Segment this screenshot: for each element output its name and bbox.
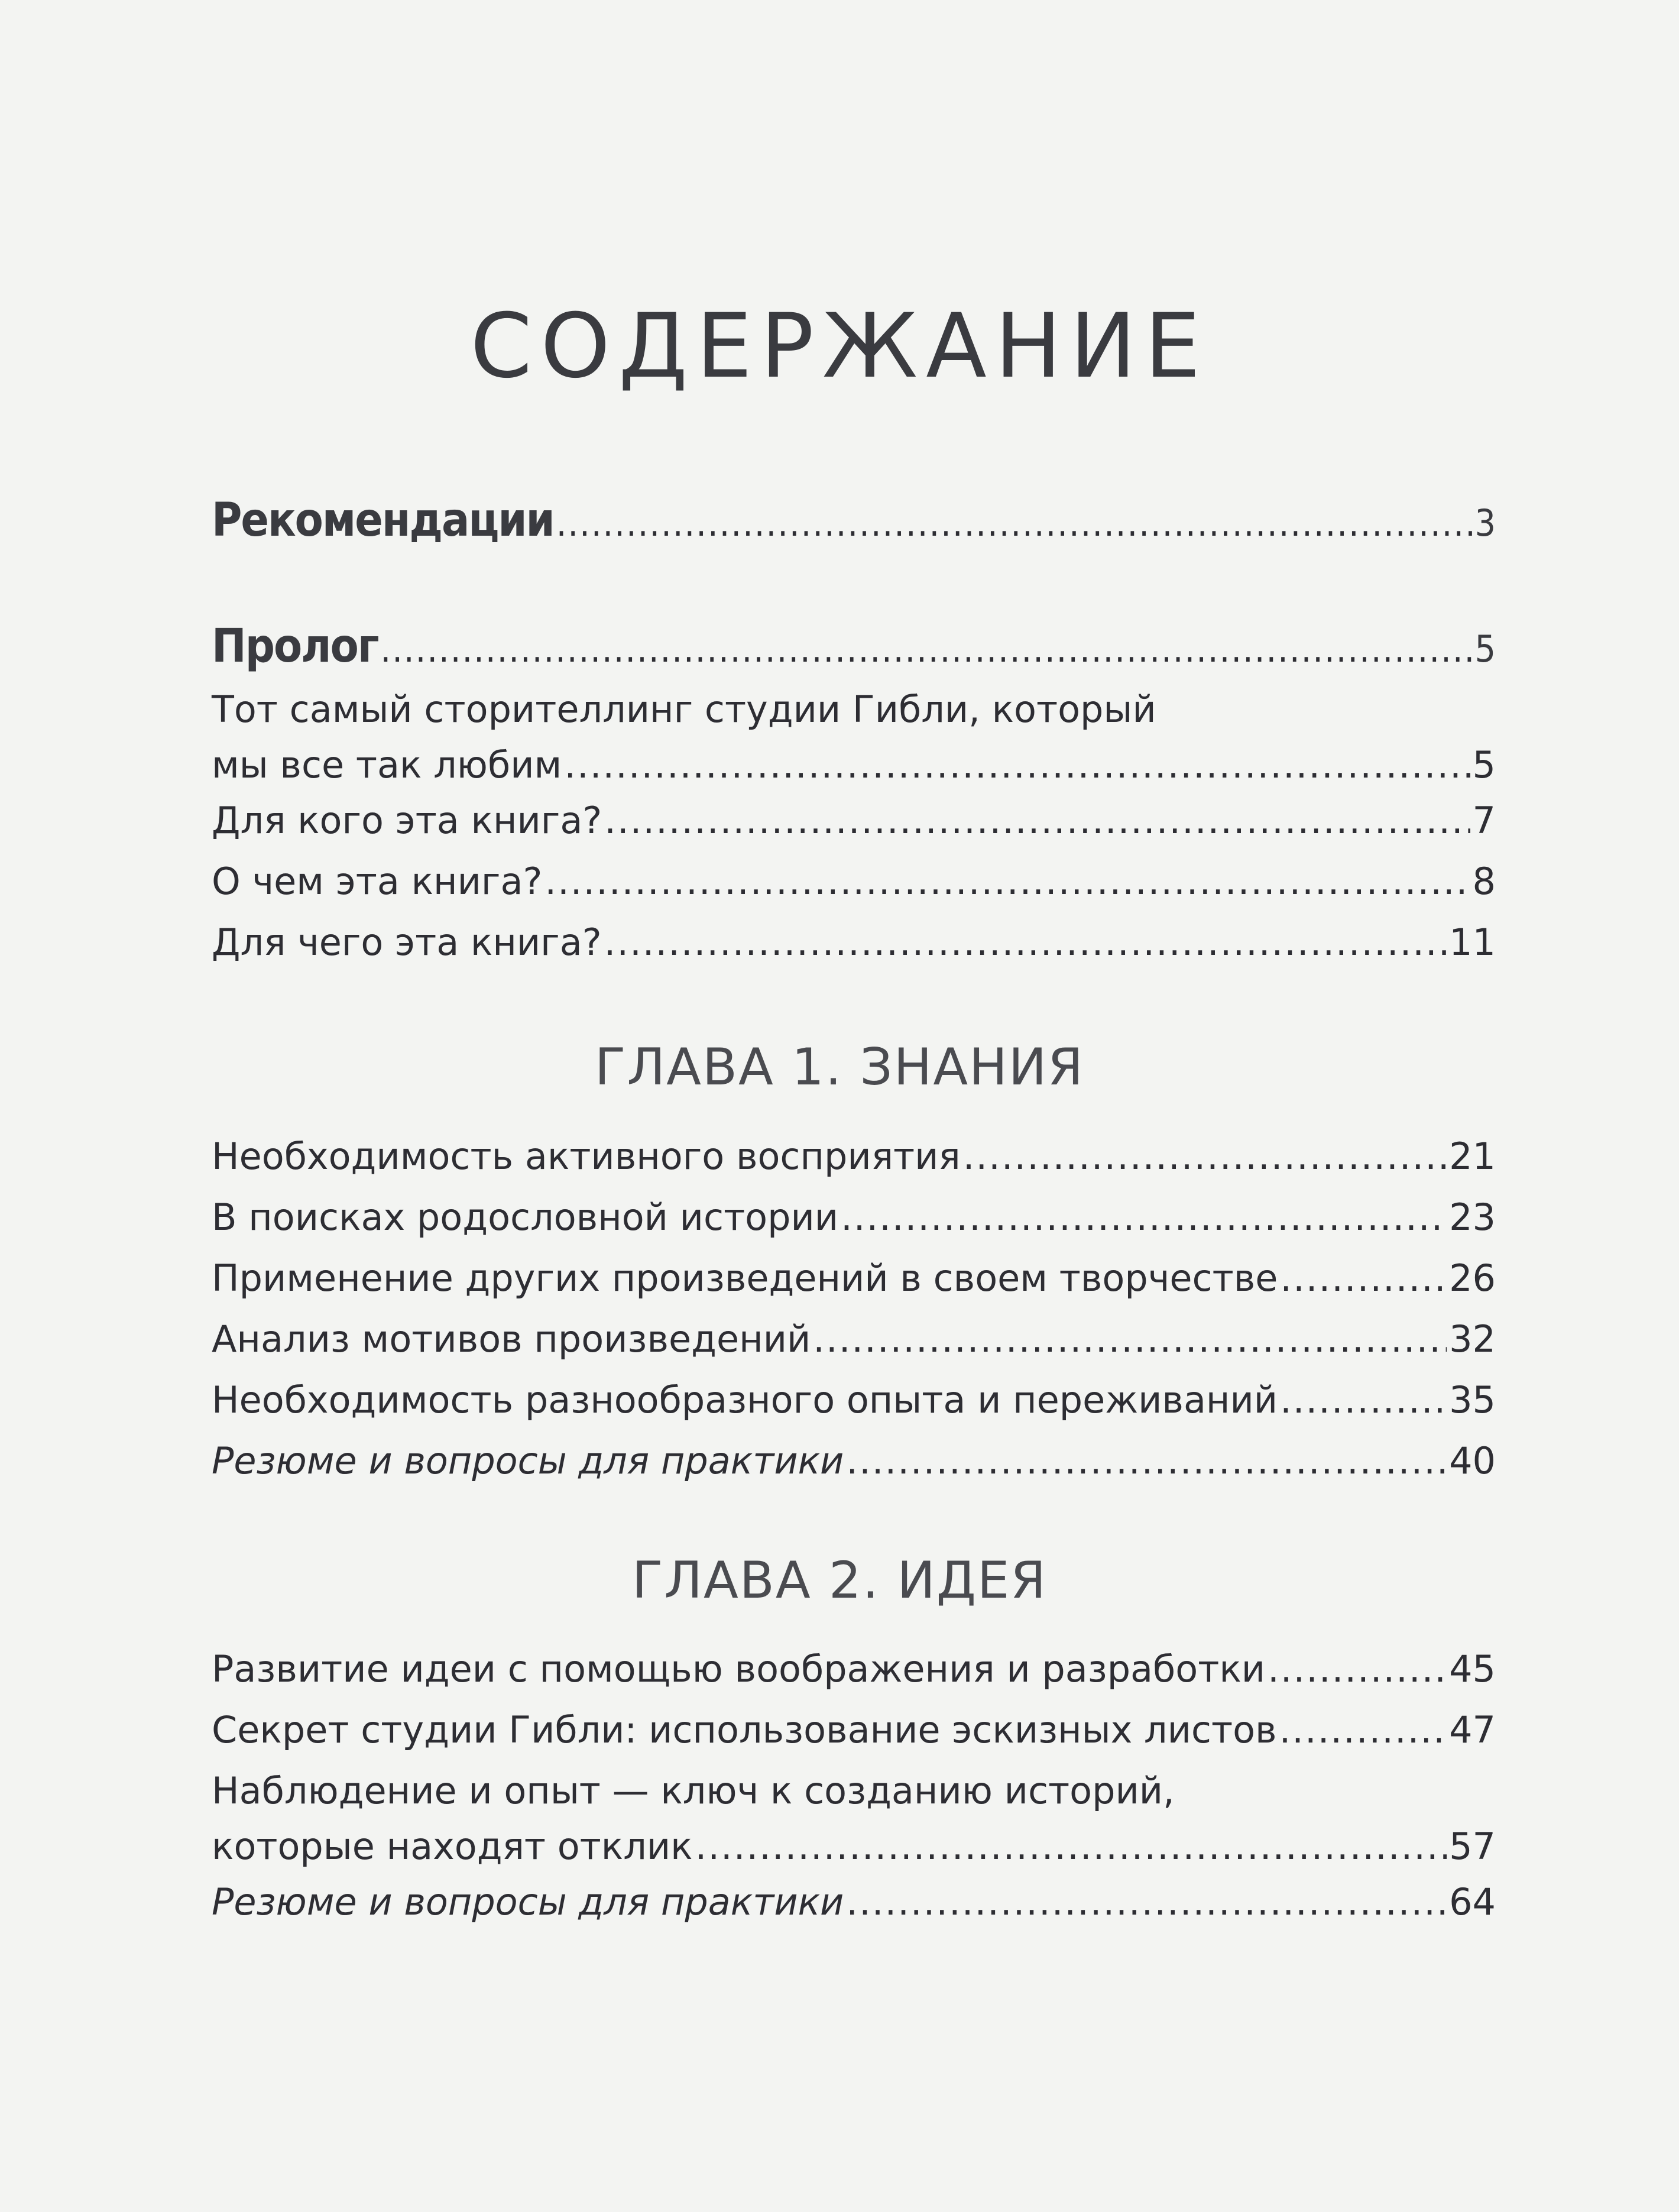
toc-entry-title: Необходимость разнообразного опыта и переживаний — [212, 1378, 1278, 1421]
chapter-heading-2: ГЛАВА 2. ИДЕЯ — [631, 1551, 1048, 1610]
toc-entry[interactable] — [212, 1311, 1496, 1367]
toc-entry-title: Резюме и вопросы для практики — [212, 1439, 844, 1482]
toc-entry-title: Анализ мотивов произведений — [212, 1317, 811, 1361]
toc-entry[interactable] — [212, 1702, 1496, 1758]
dot-leader — [963, 1129, 1447, 1184]
dot-leader — [1280, 1372, 1447, 1428]
toc-entry-title-line1: Наблюдение и опыт — ключ к созданию историй, — [212, 1769, 1175, 1812]
toc-entry-title: Применение других произведений в своем творчестве — [212, 1256, 1278, 1300]
toc-entry-title: Рекомендации — [212, 494, 554, 547]
toc-entry-title: Пролог — [212, 620, 378, 673]
toc-page-number: 5 — [1472, 743, 1496, 786]
toc-entry-title: Для чего эта книга? — [212, 921, 602, 964]
toc-page-number: 47 — [1449, 1708, 1496, 1751]
toc-page-number: 45 — [1449, 1647, 1496, 1690]
dot-leader — [846, 1433, 1447, 1489]
toc-entry-title-line1: Тот самый сторителлинг студии Гибли, который — [212, 688, 1156, 731]
chapter-heading-1: ГЛАВА 1. ЗНАНИЯ — [595, 1038, 1084, 1097]
dot-leader — [556, 495, 1473, 551]
toc-page-number: 8 — [1472, 860, 1496, 903]
toc-page-number: 5 — [1474, 627, 1496, 671]
dot-leader — [813, 1311, 1447, 1367]
toc-entry-title: О чем эта книга? — [212, 860, 543, 903]
toc-page-number: 21 — [1449, 1135, 1496, 1178]
dot-leader — [1268, 1641, 1447, 1697]
dot-leader — [381, 621, 1473, 677]
page-title: СОДЕРЖАНИЕ — [470, 294, 1209, 398]
toc-entry-title: Резюме и вопросы для практики — [212, 1880, 844, 1923]
toc-entry[interactable] — [212, 854, 1496, 909]
toc-entry-title: Необходимость активного восприятия — [212, 1135, 961, 1178]
toc-page-number: 57 — [1449, 1825, 1496, 1868]
dot-leader — [604, 915, 1447, 970]
dot-leader — [544, 854, 1470, 909]
toc-entry[interactable] — [212, 682, 1496, 793]
dot-leader — [695, 1819, 1447, 1874]
toc-entry[interactable] — [212, 1129, 1496, 1184]
toc-entry-title: Секрет студии Гибли: использование эскизных листов — [212, 1708, 1277, 1751]
toc-entry-title: В поисках родословной истории — [212, 1196, 839, 1239]
toc-page-number: 40 — [1449, 1439, 1496, 1482]
toc-entry-title: Развитие идеи с помощью воображения и разработки — [212, 1647, 1266, 1690]
dot-leader — [1280, 1251, 1447, 1306]
toc-entry[interactable] — [212, 1763, 1496, 1874]
dot-leader — [1279, 1702, 1447, 1758]
toc-page-number: 23 — [1449, 1196, 1496, 1239]
toc-entry-title: мы все так любим — [212, 743, 562, 786]
toc-entry-summary[interactable] — [212, 1874, 1496, 1930]
toc-entry[interactable] — [212, 1190, 1496, 1245]
toc-page-number: 11 — [1449, 921, 1496, 964]
dot-leader — [564, 737, 1470, 793]
dot-leader — [604, 793, 1470, 848]
toc-entry[interactable] — [212, 1251, 1496, 1306]
toc-entry[interactable] — [212, 1372, 1496, 1428]
toc-page-number: 7 — [1472, 799, 1496, 842]
toc-entry-recommendations[interactable] — [212, 493, 1496, 551]
toc-entry[interactable] — [212, 793, 1496, 848]
toc-entry-summary[interactable] — [212, 1433, 1496, 1489]
toc-entry[interactable] — [212, 1641, 1496, 1697]
toc-page-number: 32 — [1449, 1317, 1496, 1361]
toc-entry-prologue[interactable] — [212, 618, 1496, 677]
toc-entry-title: которые находят отклик — [212, 1825, 693, 1868]
toc-entry[interactable] — [212, 915, 1496, 970]
toc-page-number: 3 — [1474, 501, 1496, 545]
dot-leader — [841, 1190, 1447, 1245]
toc-page-number: 35 — [1449, 1378, 1496, 1421]
toc-entry-title: Для кого эта книга? — [212, 799, 602, 842]
toc-page-number: 64 — [1449, 1880, 1496, 1923]
toc-page-number: 26 — [1449, 1256, 1496, 1300]
dot-leader — [846, 1874, 1447, 1930]
